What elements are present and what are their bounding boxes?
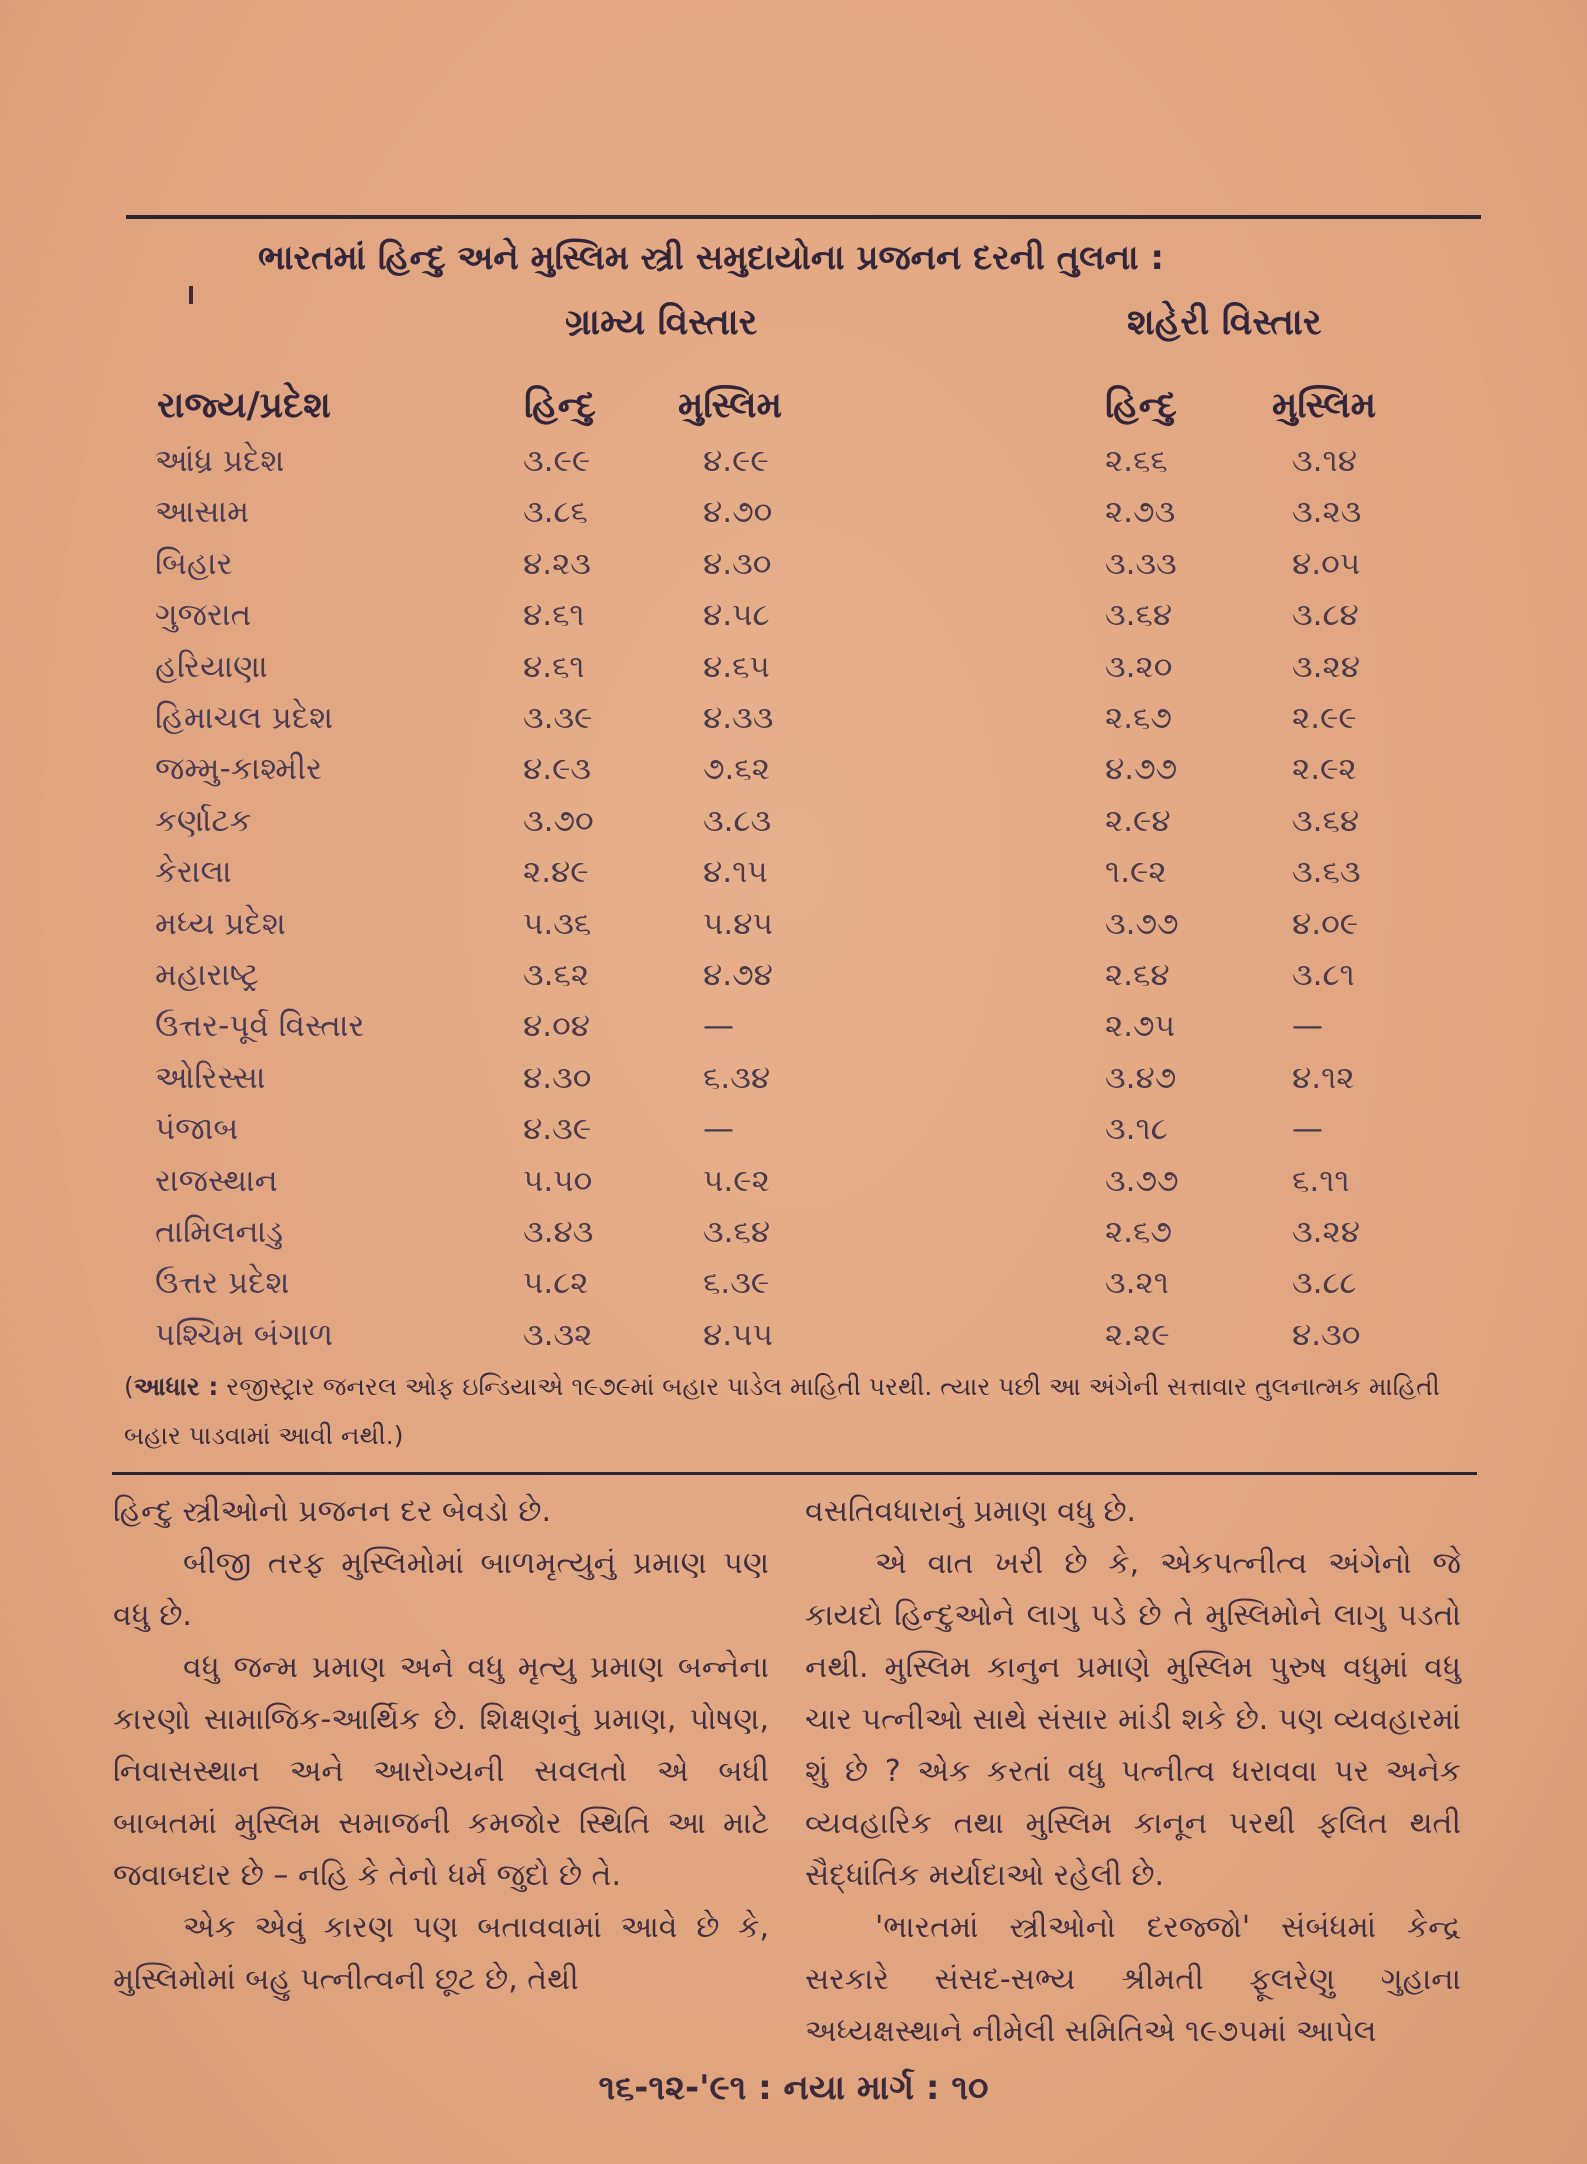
table-row — [0, 957, 1587, 1009]
article-right-column — [805, 1486, 1461, 2058]
urban-muslim-cell: ૩.૬૪ — [1292, 802, 1360, 839]
ink-mark — [189, 286, 193, 304]
urban-hindu-cell: ૨.૭૩ — [1105, 494, 1176, 531]
table-row — [0, 1317, 1587, 1369]
page-footer: ૧૬-૧૨-'૯૧ : નયા માર્ગ : ૧૦ — [598, 2068, 989, 2108]
table-row — [0, 700, 1587, 752]
table-row — [0, 751, 1587, 803]
paragraph: બીજી તરફ મુસ્લિમોમાં બાળમૃત્યુનું પ્રમાણ પણ વધુ છે. — [113, 1546, 769, 1633]
state-column-header: રાજ્ય/પ્રદેશ — [157, 385, 331, 426]
rural-muslim-cell: ૪.૭૪ — [703, 957, 773, 993]
urban-area-heading: શહેરી વિસ્તાર — [1127, 302, 1322, 343]
source-note: (આધાર : રજીસ્ટ્રાર જનરલ ઓફ ઇન્ડિયાએ ૧૯૭૯માં બહાર પાડેલ માહિતી પરથી. ત્યાર પછી આ અંગેની સત્તાવાર તુલનાત્મક માહિતી બહાર પાડવામાં આવી નથી.) — [124, 1372, 1440, 1450]
urban-hindu-cell: ૨.૨૯ — [1105, 1316, 1170, 1353]
table-row — [0, 854, 1587, 906]
rural-hindu-cell: ૩.૯૯ — [523, 443, 591, 479]
urban-hindu-cell: ૩.૭૭ — [1105, 1162, 1179, 1199]
paragraph: વધુ જન્મ પ્રમાણ અને વધુ મૃત્યુ પ્રમાણ બન્નેના કારણો સામાજિક-આર્થિક છે. શિક્ષણનું પ્રમાણ, પોષણ, નિવાસસ્થાન અને આરોગ્યની સવલતો એ બધી બાબતમાં મુસ્લિમ સમાજની કમજોર સ્થિતિ આ માટે જવાબદાર છે – નહિ કે તેનો ધર્મ જુદો છે તે. — [113, 1650, 769, 1893]
urban-hindu-cell: ૨.૬૭ — [1105, 1214, 1172, 1250]
rural-muslim-cell: ૫.૯૨ — [703, 1162, 770, 1199]
rural-hindu-cell: ૩.૪૩ — [523, 1214, 594, 1250]
table-title: ભારતમાં હિન્દુ અને મુસ્લિમ સ્ત્રી સમુદાયોના પ્રજનન દરની તુલના : — [258, 238, 1164, 278]
urban-muslim-cell: ૩.૧૪ — [1292, 443, 1357, 479]
rural-hindu-cell: ૩.૭૦ — [523, 802, 594, 839]
rural-muslim-cell: ૪.૭૦ — [703, 494, 773, 531]
state-cell: કેરાલા — [155, 854, 232, 891]
paragraph: એ વાત ખરી છે કે, એકપત્નીત્વ અંગેનો જે કાયદો હિન્દુઓને લાગુ પડે છે તે મુસ્લિમોને લાગુ પડતો નથી. મુસ્લિમ કાનુન પ્રમાણે મુસ્લિમ પુરુષ વધુમાં વધુ ચાર પત્નીઓ સાથે સંસાર માંડી શકે છે. પણ વ્યવહારમાં શું છે ? એક કરતાં વધુ પત્નીત્વ ધરાવવા પર અનેક વ્યવહારિક તથા મુસ્લિમ કાનૂન પરથી ફલિત થતી સૈદ્ધાંતિક મર્યાદાઓ રહેલી છે. — [805, 1546, 1461, 1893]
table-row — [0, 1008, 1587, 1060]
table-row — [0, 546, 1587, 598]
urban-hindu-cell: ૩.૪૭ — [1105, 1059, 1177, 1096]
rural-hindu-cell: ૪.૬૧ — [523, 597, 585, 634]
rural-muslim-cell: — — [703, 1111, 734, 1148]
urban-muslim-cell: — — [1292, 1008, 1323, 1045]
rural-hindu-cell: ૪.૩૯ — [523, 1111, 592, 1148]
rural-muslim-cell: ૪.૫૮ — [703, 597, 770, 634]
rural-muslim-cell: ૪.૧૫ — [703, 854, 768, 891]
rural-hindu-cell: ૫.૩૬ — [523, 905, 592, 942]
table-row — [0, 1111, 1587, 1163]
rural-hindu-cell: ૩.૩૨ — [523, 1316, 593, 1353]
urban-muslim-cell: ૩.૮૮ — [1292, 1265, 1357, 1302]
rural-muslim-cell: ૩.૮૩ — [703, 802, 772, 839]
urban-muslim-header: મુસ્લિમ — [1272, 385, 1377, 426]
urban-hindu-cell: ૪.૭૭ — [1105, 751, 1178, 788]
table-row — [0, 597, 1587, 649]
rural-hindu-cell: ૪.૩૦ — [523, 1059, 592, 1096]
rural-hindu-cell: ૫.૮૨ — [523, 1265, 589, 1302]
source-label: આધાર : — [133, 1372, 219, 1401]
state-cell: આંધ્ર પ્રદેશ — [155, 443, 285, 479]
state-cell: રાજસ્થાન — [155, 1162, 278, 1199]
urban-hindu-cell: ૨.૬૪ — [1105, 957, 1170, 993]
urban-muslim-cell: ૩.૨૪ — [1292, 1214, 1360, 1250]
paragraph: એક એવું કારણ પણ બતાવવામાં આવે છે કે, મુસ્લિમોમાં બહુ પત્નીત્વની છૂટ છે, તેથી — [113, 1910, 769, 1997]
urban-muslim-cell: ૨.૯૨ — [1292, 751, 1357, 788]
rural-muslim-cell: ૭.૬૨ — [703, 751, 770, 788]
rural-muslim-cell: — — [703, 1008, 734, 1045]
urban-hindu-cell: ૩.૬૪ — [1105, 597, 1173, 634]
rural-muslim-cell: ૪.૩૦ — [703, 545, 772, 582]
urban-hindu-cell: ૨.૯૪ — [1105, 802, 1171, 839]
urban-hindu-cell: ૩.૭૭ — [1105, 905, 1179, 942]
table-row — [0, 803, 1587, 855]
rural-hindu-cell: ૫.૫૦ — [523, 1162, 593, 1199]
state-cell: ગુજરાત — [155, 597, 252, 634]
rural-area-heading: ગ્રામ્ય વિસ્તાર — [565, 302, 758, 343]
rural-hindu-cell: ૩.૮૬ — [523, 494, 588, 531]
state-cell: આસામ — [155, 494, 250, 531]
section-divider — [112, 1472, 1477, 1475]
state-cell: મહારાષ્ટ્ર — [155, 957, 259, 993]
urban-muslim-cell: — — [1292, 1111, 1323, 1148]
rural-muslim-cell: ૬.૩૯ — [703, 1265, 770, 1302]
state-cell: બિહાર — [155, 545, 233, 582]
state-cell: મધ્ય પ્રદેશ — [155, 905, 286, 942]
urban-hindu-cell: ૨.૬૬ — [1105, 443, 1168, 479]
paragraph: વસતિવધારાનું પ્રમાણ વધુ છે. — [805, 1494, 1137, 1529]
table-row — [0, 1265, 1587, 1317]
state-cell: જમ્મુ-કાશ્મીર — [155, 751, 323, 788]
urban-muslim-cell: ૪.૧૨ — [1292, 1059, 1355, 1096]
table-row — [0, 906, 1587, 958]
state-cell: પશ્ચિમ બંગાળ — [155, 1316, 334, 1353]
urban-muslim-cell: ૨.૯૯ — [1292, 700, 1357, 736]
urban-muslim-cell: ૩.૨૪ — [1292, 648, 1360, 685]
rural-muslim-cell: ૫.૪૫ — [703, 905, 773, 942]
urban-muslim-cell: ૩.૨૩ — [1292, 494, 1362, 531]
urban-muslim-cell: ૪.૦૫ — [1292, 545, 1361, 582]
urban-hindu-cell: ૩.૨૦ — [1105, 648, 1173, 685]
table-row — [0, 649, 1587, 701]
state-cell: કર્ણાટક — [155, 802, 252, 839]
top-divider — [126, 215, 1481, 219]
urban-hindu-cell: ૨.૬૭ — [1105, 700, 1172, 736]
urban-hindu-header: હિન્દુ — [1105, 385, 1177, 426]
rural-hindu-header: હિન્દુ — [524, 385, 596, 426]
urban-hindu-cell: ૧.૯૨ — [1105, 854, 1167, 891]
state-cell: ઉત્તર-પૂર્વ વિસ્તાર — [155, 1008, 365, 1045]
table-row — [0, 1163, 1587, 1215]
rural-hindu-cell: ૪.૨૩ — [523, 545, 591, 582]
rural-hindu-cell: ૩.૬૨ — [523, 957, 590, 993]
table-row — [0, 494, 1587, 546]
state-cell: પંજાબ — [155, 1111, 239, 1148]
rural-hindu-cell: ૩.૩૯ — [523, 700, 593, 736]
rural-muslim-cell: ૬.૩૪ — [703, 1059, 771, 1096]
state-cell: ઓરિસ્સા — [155, 1059, 266, 1096]
urban-muslim-cell: ૪.૦૯ — [1292, 905, 1359, 942]
rural-hindu-cell: ૪.૬૧ — [523, 648, 585, 685]
rural-hindu-cell: ૨.૪૯ — [523, 854, 589, 891]
rural-muslim-header: મુસ્લિમ — [678, 385, 783, 426]
urban-hindu-cell: ૩.૨૧ — [1105, 1265, 1169, 1302]
state-cell: ઉત્તર પ્રદેશ — [155, 1265, 290, 1302]
urban-muslim-cell: ૬.૧૧ — [1292, 1162, 1350, 1199]
table-row — [0, 443, 1587, 495]
state-cell: હિમાચલ પ્રદેશ — [155, 700, 333, 736]
rural-muslim-cell: ૪.૯૯ — [703, 443, 769, 479]
paragraph: 'ભારતમાં સ્ત્રીઓનો દરજ્જો' સંબંધમાં કેન્દ્ર સરકારે સંસદ-સભ્ય શ્રીમતી ફૂલરેણુ ગુહાના અધ્યક્ષસ્થાને નીમેલી સમિતિએ ૧૯૭૫માં આપેલ — [805, 1910, 1461, 2049]
urban-hindu-cell: ૨.૭૫ — [1105, 1008, 1175, 1045]
urban-hindu-cell: ૩.૧૮ — [1105, 1111, 1168, 1148]
state-cell: હરિયાણા — [155, 648, 268, 685]
article-left-column — [113, 1486, 769, 2006]
table-row — [0, 1214, 1587, 1266]
rural-muslim-cell: ૩.૬૪ — [703, 1214, 771, 1250]
table-row — [0, 1060, 1587, 1112]
rural-muslim-cell: ૪.૫૫ — [703, 1316, 773, 1353]
urban-muslim-cell: ૩.૮૪ — [1292, 597, 1359, 634]
state-cell: તામિલનાડુ — [155, 1214, 284, 1250]
urban-muslim-cell: ૪.૩૦ — [1292, 1316, 1361, 1353]
rural-muslim-cell: ૪.૩૩ — [703, 700, 774, 736]
urban-muslim-cell: ૩.૬૩ — [1292, 854, 1361, 891]
rural-hindu-cell: ૪.૯૩ — [523, 751, 592, 788]
source-text: રજીસ્ટ્રાર જનરલ ઓફ ઇન્ડિયાએ ૧૯૭૯માં બહાર પાડેલ માહિતી પરથી. ત્યાર પછી આ અંગેની સત્તાવાર તુલનાત્મક માહિતી બહાર પાડવામાં આવી નથી.) — [124, 1372, 1440, 1450]
urban-hindu-cell: ૩.૩૩ — [1105, 545, 1177, 582]
rural-muslim-cell: ૪.૬૫ — [703, 648, 770, 685]
rural-hindu-cell: ૪.૦૪ — [523, 1008, 590, 1045]
paragraph: હિન્દુ સ્ત્રીઓનો પ્રજનન દર બેવડો છે. — [113, 1494, 552, 1529]
urban-muslim-cell: ૩.૮૧ — [1292, 957, 1355, 993]
